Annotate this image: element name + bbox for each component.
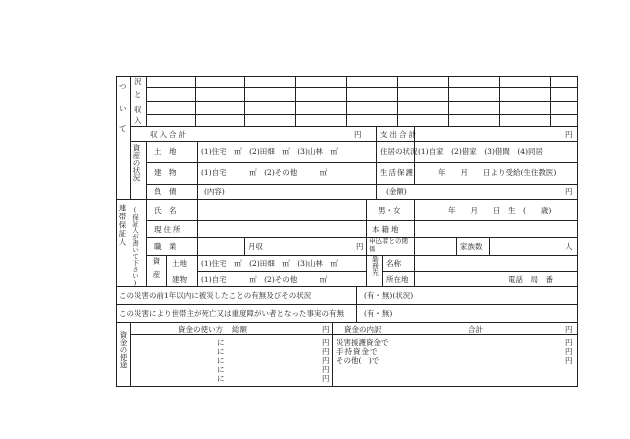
- guarantor-land-text: (1)住宅 ㎡ (2)田畑 ㎡ (3)山林 ㎡: [201, 259, 338, 268]
- disaster-question-1: この災害の前1年以内に被災したことの有無及びその状況: [119, 291, 312, 300]
- guarantor-phone-label: 電話 局 番: [508, 275, 553, 284]
- assets-amount-unit: 円: [565, 187, 573, 196]
- funds-row-unit: 円: [322, 347, 330, 356]
- income-unit: 円: [354, 130, 362, 139]
- guarantor-family-unit: 人: [565, 242, 573, 251]
- guarantor-family-label: 家族数: [460, 242, 483, 251]
- funds-side-label: 資金の使途: [119, 331, 128, 369]
- guarantor-address-label: 現住所: [154, 225, 183, 234]
- assets-building-label: 建 物: [154, 168, 177, 177]
- funds-source-unit: 円: [565, 325, 573, 334]
- guarantor-income-unit: 円: [356, 242, 364, 251]
- assets-group-label: 資産の状況: [132, 144, 141, 182]
- guarantor-side-note: (保証人が書いて下さい): [131, 206, 139, 287]
- expense-unit: 円: [565, 130, 573, 139]
- funds-row-unit: 円: [322, 365, 330, 374]
- guarantor-income-label: 月収: [248, 242, 263, 251]
- side-char: い: [119, 104, 127, 113]
- funds-source-item: 手持資金で: [336, 347, 379, 356]
- side-char: 況: [134, 77, 142, 86]
- guarantor-job-label: 職 業: [154, 242, 177, 251]
- funds-source-item-unit: 円: [565, 347, 573, 356]
- funds-source-item: 災害援護資金で: [336, 338, 389, 347]
- guarantor-work-address-label: 所在地: [386, 275, 409, 284]
- disaster-answer-1: (有・無)(状況): [364, 291, 414, 300]
- income-total-label: 収入合計: [150, 130, 188, 139]
- guarantor-land-label: 土地: [172, 259, 187, 268]
- funds-row-unit: 円: [322, 338, 330, 347]
- side-char: と: [134, 90, 142, 99]
- disaster-answer-2: (有・無): [364, 309, 393, 318]
- welfare-label: 生活保護: [380, 168, 414, 177]
- funds-source-item-unit: 円: [565, 338, 573, 347]
- assets-land-label: 土 地: [154, 147, 177, 156]
- expense-total-label: 支出合計: [380, 130, 418, 139]
- side-char: つ: [119, 82, 127, 91]
- assets-amount-label: (金額): [386, 187, 407, 196]
- disaster-question-2: この災害により世帯主が死亡又は重度障がい者となった事実の有無: [119, 309, 344, 318]
- assets-land-text: (1)住宅 ㎡ (2)田畑 ㎡ (3)山林 ㎡: [201, 147, 338, 156]
- housing-text: (1)自家 (2)借家 (3)借間 (4)同居: [418, 147, 543, 156]
- guarantor-work-name-label: 名称: [386, 259, 401, 268]
- funds-row-label: に: [217, 347, 225, 356]
- funds-row-label: に: [217, 365, 225, 374]
- funds-source-total: 合計: [468, 325, 483, 334]
- application-form: [116, 76, 578, 387]
- assets-debt-text: (内容): [204, 187, 225, 196]
- funds-total-unit: 円: [322, 325, 330, 334]
- guarantor-domicile-label: 本籍地: [372, 225, 401, 234]
- guarantor-work-label: 勤務先: [371, 256, 379, 276]
- funds-row-label: に: [217, 338, 225, 347]
- funds-row-label: に: [217, 356, 225, 365]
- funds-row-unit: 円: [322, 374, 330, 383]
- funds-total-label: 総額: [232, 325, 247, 334]
- guarantor-name-label: 氏 名: [154, 206, 177, 215]
- housing-label: 住居の状況: [380, 147, 418, 156]
- funds-row-unit: 円: [322, 356, 330, 365]
- guarantor-side-label: 連帯保証人: [118, 204, 127, 247]
- funds-usage-label: 資金の使い方: [178, 325, 223, 334]
- side-char: て: [119, 124, 127, 133]
- funds-row-label: に: [217, 374, 225, 383]
- funds-source-item: その他( )で: [336, 356, 380, 365]
- guarantor-asset-label: 資産: [152, 257, 161, 284]
- side-char: 入: [134, 116, 142, 125]
- side-char: 収: [134, 105, 142, 114]
- guarantor-building-text: (1)自宅 ㎡ (2)その他 ㎡: [201, 275, 328, 284]
- welfare-text: 年 月 日より受給(生住教医): [438, 168, 557, 177]
- assets-building-text: (1)自宅 ㎡ (2)その他 ㎡: [201, 168, 328, 177]
- assets-debt-label: 負 債: [154, 187, 177, 196]
- funds-source-label: 資金の内訳: [344, 325, 382, 334]
- funds-source-item-unit: 円: [565, 356, 573, 365]
- guarantor-building-label: 建物: [172, 275, 187, 284]
- guarantor-birth: 年 月 日 生 ( 歳): [448, 206, 552, 215]
- guarantor-relation-label: 申込者との関係: [369, 237, 408, 253]
- guarantor-gender: 男・女: [378, 206, 401, 215]
